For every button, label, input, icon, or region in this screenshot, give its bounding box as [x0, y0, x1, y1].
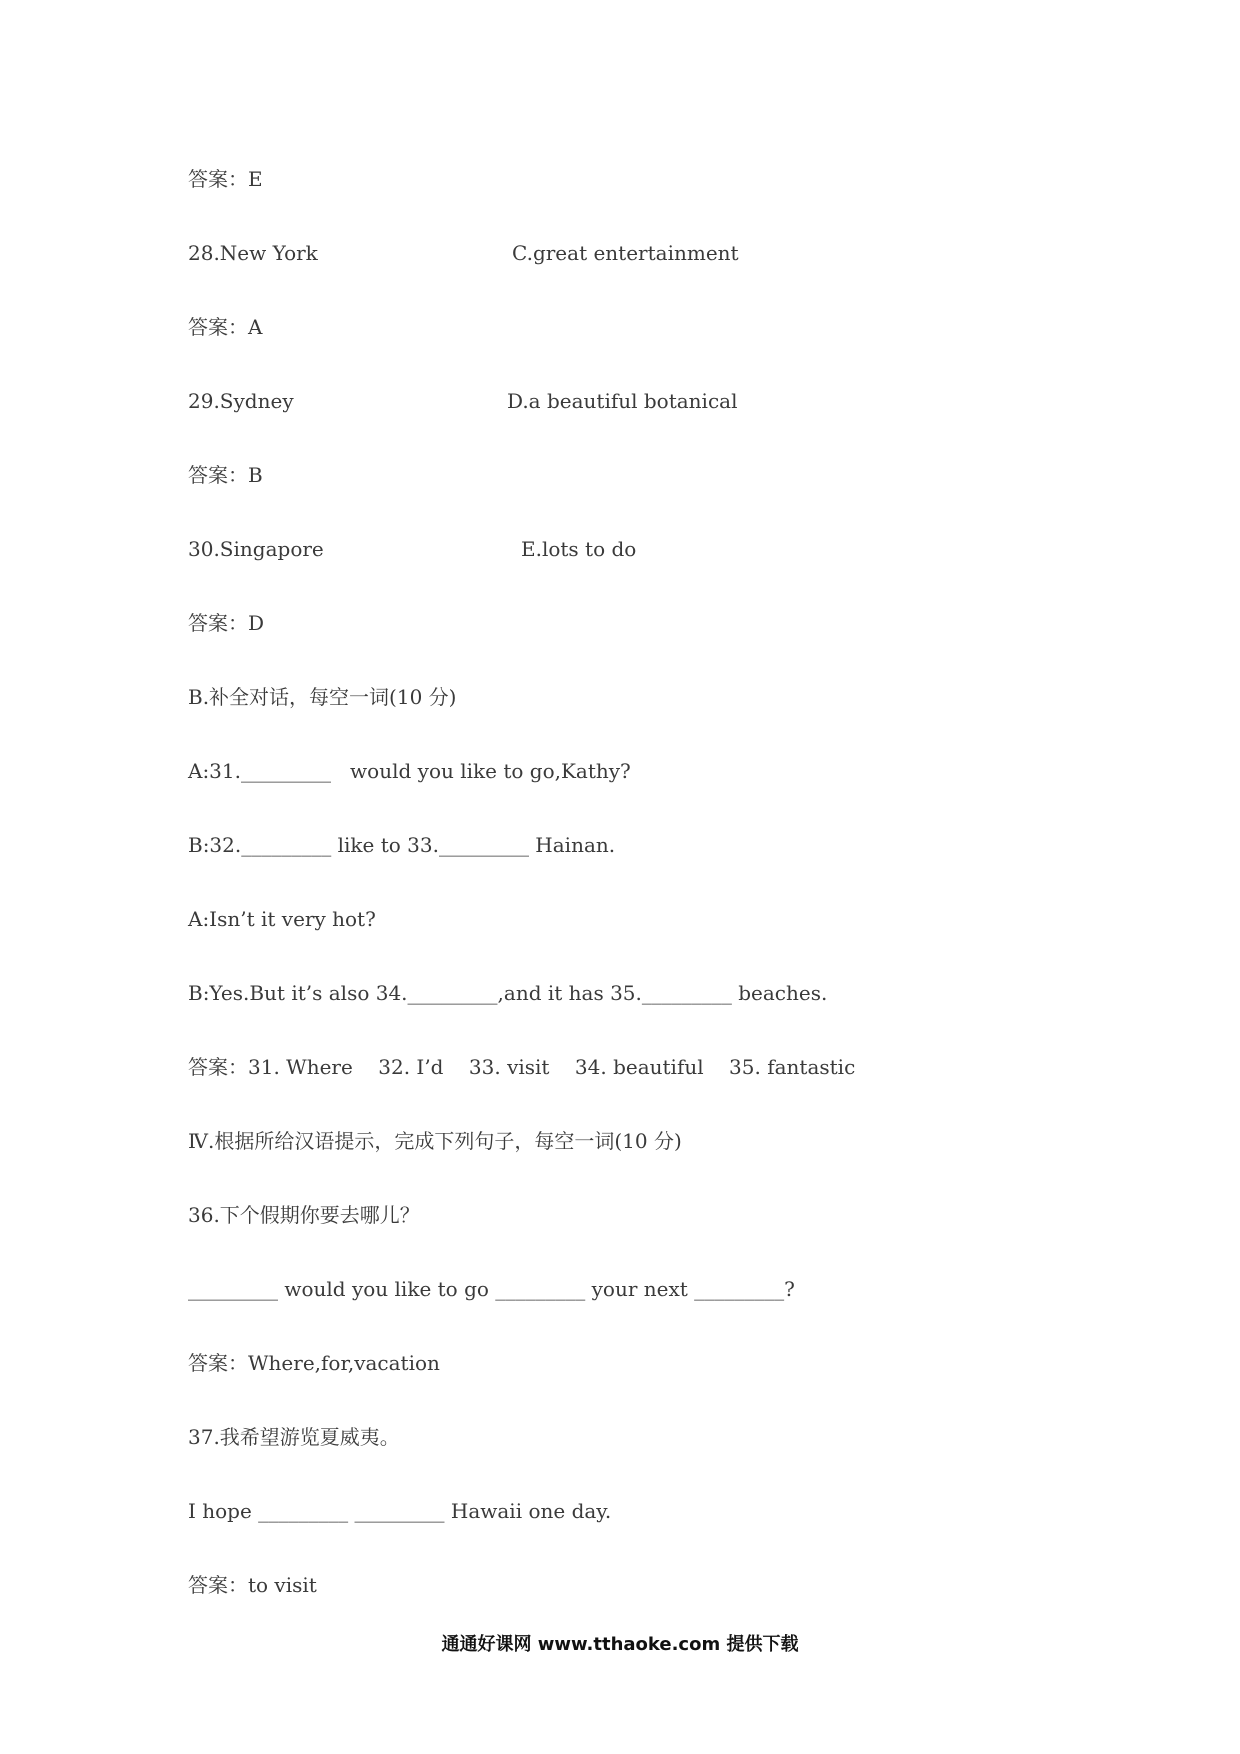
dialogue-line: B:32._________ like to 33._________ Hainan.	[188, 833, 616, 857]
answer-line: 答案：D	[188, 611, 265, 635]
match-item-left: 30.Singapore	[188, 537, 324, 561]
dialogue-line: A:Isn’t it very hot?	[188, 907, 376, 931]
fill-in-sentence: _________ would you like to go _________ your next _________?	[188, 1277, 795, 1301]
page-footer: 通通好课网 www.tthaoke.com 提供下载	[441, 1634, 799, 1655]
dialogue-line: A:31._________ would you like to go,Kathy?	[188, 759, 631, 783]
answer-line: 答案：E	[188, 167, 263, 191]
answer-line: 答案：Where,for,vacation	[188, 1351, 440, 1375]
match-item-left: 28.New York	[188, 241, 318, 265]
dialogue-line: B:Yes.But it’s also 34._________,and it has 35._________ beaches.	[188, 981, 828, 1005]
question-prompt: 37.我希望游览夏威夷。	[188, 1425, 400, 1449]
answer-line: 答案：B	[188, 463, 263, 487]
answer-line: 答案：to visit	[188, 1573, 317, 1597]
answer-line: 答案：A	[188, 315, 263, 339]
fill-in-sentence: I hope _________ _________ Hawaii one day.	[188, 1499, 612, 1523]
section-heading: B.补全对话，每空一词(10 分)	[188, 685, 457, 709]
match-item-left: 29.Sydney	[188, 389, 294, 413]
section-heading: Ⅳ.根据所给汉语提示，完成下列句子，每空一词(10 分)	[188, 1129, 682, 1153]
match-item-right: C.great entertainment	[512, 241, 739, 265]
question-prompt: 36.下个假期你要去哪儿？	[188, 1203, 420, 1227]
match-item-right: E.lots to do	[521, 537, 637, 561]
match-item-right: D.a beautiful botanical	[507, 389, 738, 413]
answer-line: 答案：31. Where 32. I’d 33. visit 34. beautiful 35. fantastic	[188, 1055, 856, 1079]
